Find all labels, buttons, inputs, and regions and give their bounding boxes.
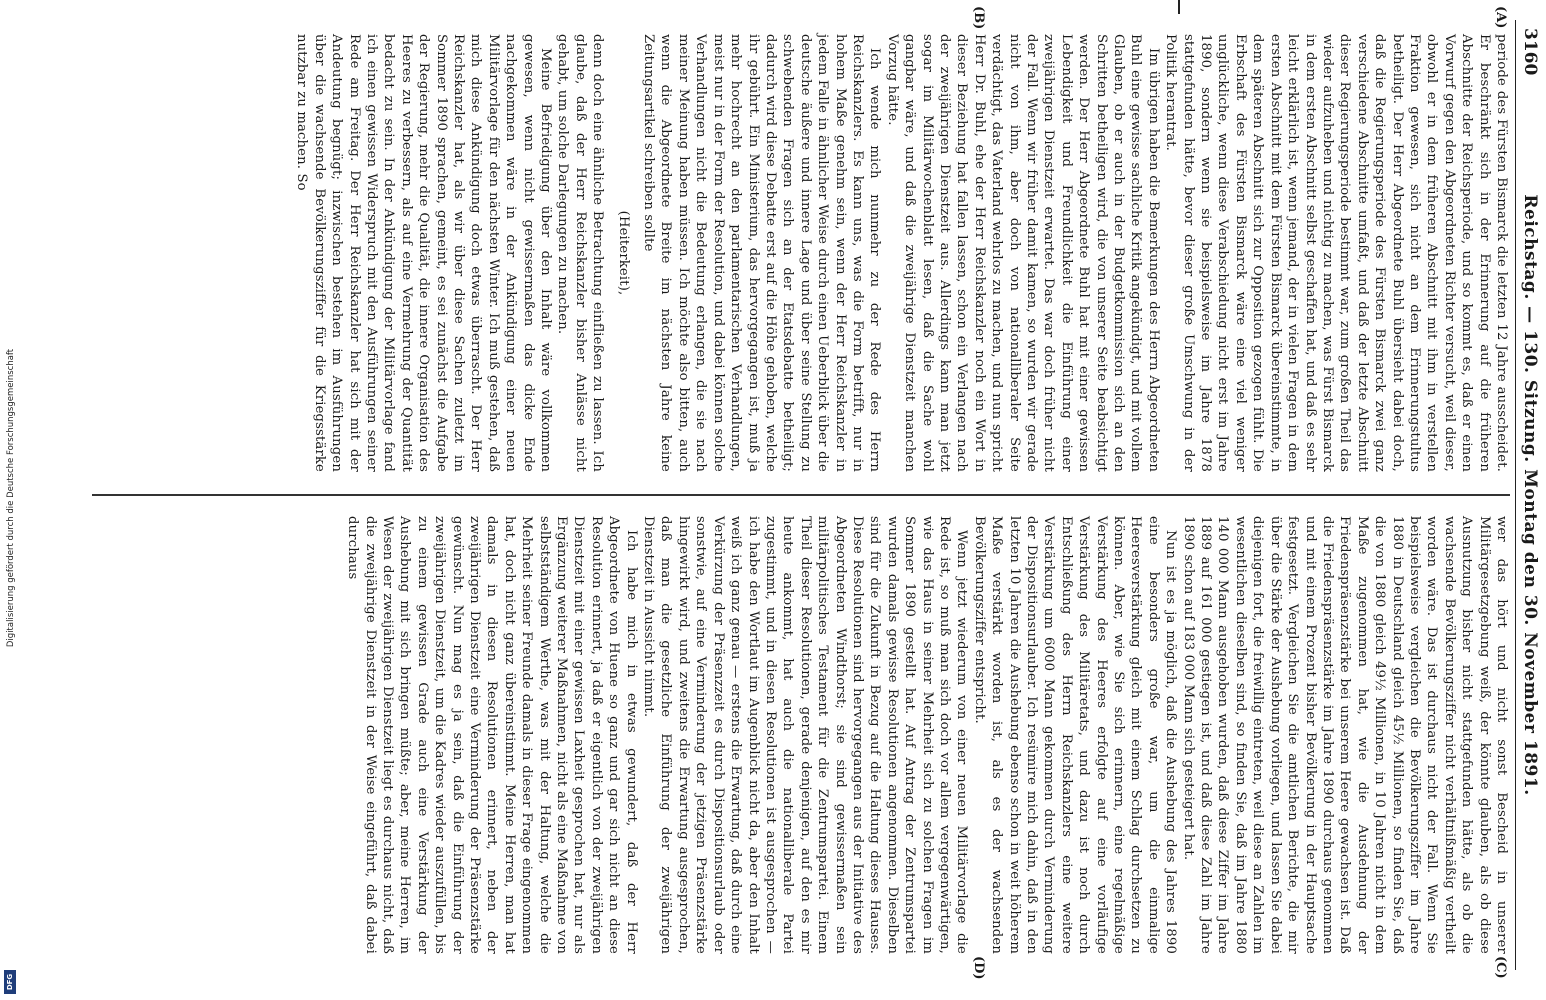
paragraph: Wenn jetzt wiederum von einer neuen Militärvorlage die Rede ist, so muß man sich doch vor allem vergegenwärtigen, wie das Haus in seiner Mehrheit sich zu solchen Fragen im Sommer 1890 gestellt hat. Auf Antrag der Zentrumspartei wurden damals gewisse Resolutionen angenommen. Dieselben sind für die Zukunft in Bezug auf die Haltung dieses Hauses. Diese Resolutionen sind hervorgegangen aus der Initiative des Abgeordneten Windthorst; sie sind gewissermaßen sein militärpolitisches Testament für die Zentrumspartei. Einem Theil dieser Resolutionen, gerade denjenigen, auf den es mir heute ankommt, hat auch die nationalliberale Partei zugestimmt, und in diesen Resolutionen ist ausgesprochen — ich habe den Wortlaut im Augenblick nicht da, aber den Inhalt weiß ich ganz genau — erstens die Erwartung, daß durch eine Verkürzung der Präsenzzeit es durch Dispositionsurlaub oder sonstwie, auf eine Verminderung der jetzigen Präsenzstärke hingewirkt wird, und zweitens die Erwartung ausgesprochen, daß man die gesetzliche Einführung der zweijährigen Dienstzeit in Aussicht nimmt. — [641, 516, 970, 954]
dfg-logo — [4, 970, 16, 994]
paragraph: periode des Fürsten Bismarck die letzten 12 Jahre ausscheidet. Er beschränkt sich in der Erinnerung auf die früheren Abschnitte der Reichsperiode, und so kommt es, daß er einen Vorwurf gegen den Abgeordneten Richter versucht, weil dieser, obwohl er in dem früheren Abschnitt mit ihm in verstellen Fraktion gewesen, sich nicht an dem Erinnerungstultus betheiligt. Der Herr Abgeordnete Buhl übersieht dabei doch, daß die Regierungsperiode des Fürsten Bismarck zwei ganz verschiedene Abschnitte umfaßt, und daß der letzte Abschnitt dieser Regierungsperiode bestimmt war, zum großen Theil das wieder aufzuheben und nichtig zu machen, was Fürst Bismarck in dem ersten Abschnitt selbst geschaffen hat, und daß es sehr leicht erklärlich ist, wenn jemand, der in vielen Fragen in dem ersten Abschnitt mit dem Fürsten Bismarck übereinstimmte, in dem späteren Abschnitt sich zur Opposition gezogen fühlt. Die Erbschaft des Fürsten Bismarck wäre eine viel weniger unglückliche, wenn diese Verabschiedung nicht erst im Jahre 1890, sondern wenn sie beispielsweise im Jahre 1878 stattgefunden hätte, bevor dieser große Umschwung in der Politik herantrat. — [1163, 34, 1509, 472]
scan-edge-mark — [1178, 0, 1180, 14]
digitization-caption — [6, 18, 16, 978]
paragraph: Ich wende mich nunmehr zu der Rede des Herrn Reichskanzlers. Es kann uns, was die Form betrifft, nur in hohem Maße genehm sein, wenn der Herr Reichskanzler in jedem Falle in ähnlicher Weise durch einen Ueberblick über die deutsche äußere und innere Lage und über seine Stellung zu schwebenden Fragen sich an der Etatsdebatte betheiligt; dadurch wird diese Debatte erst auf die Höhe gehoben, welche ihr gebührt. Ein Ministerium, das hervorgegangen ist, muß ja mehr hochrecht an den parlamentarischen Verhandlungen, meist nur in der Form der Resolution, und dabei können solche Verhandlungen nicht die Bedeutung erlangen, die sie nach meiner Meinung haben müssen. Ich möchte also bitten, auch wenn die Abgeordnete Breite im nächsten Jahre keine Zeitungsartikel schreiben sollte — [641, 34, 883, 472]
page-number: 3160 — [1520, 28, 1540, 76]
paragraph: Meine Befriedigung über den Inhalt wäre vollkommen gewesen, wenn nicht gewissermaßen das dicke Ende nachgekommen wäre in der Ankündigung einer neuen Militärvorlage für den nächsten Winter. Ich muß gestehen, daß mich diese Ankündigung doch etwas überrascht. Der Herr Reichskanzler hat, als wir über diese Sachen zuletzt im Sommer 1890 sprachen, gemeint, es sei zunächst die Aufgabe der Regierung, mehr die Qualität, die innere Organisation des Heeres zu verbessern, als auf eine Vermehrung der Quantität bedacht zu sein. In der Ankündigung der Militärvorlage fand ich einen gewissen Widerspruch mit den Ausführungen seiner Rede am Freitag. Der Herr Reichskanzler hat sich mit der Andeutung begnügt; inzwischen bestehen im Ausführungen über die wachsende Bevölkerungsziffer für die Kriegsstärke nutzbar zu machen. So — [294, 34, 554, 472]
left-text-column — [92, 34, 1510, 472]
column-divider — [92, 494, 1510, 496]
right-text-column — [92, 516, 1510, 954]
paragraph: Im übrigen haben die Bemerkungen des Herrn Abgeordneten Buhl eine gewisse sachliche Kritik angekündigt, und mit vollem Glauben, ob er auch in der Budgetkommission sich an den Schritten betheiligen wird, die von unserer Seite beabsichtigt werden. Der Herr Abgeordnete Buhl hat mit einer gewissen Lebendigkeit und Freundlichkeit die Einführung einer zweijährigen Dienstzeit erwartet. Das war doch früher nicht der Fall. Wenn wir früher damit kamen, so wurden wir gerade nicht von ihm, aber doch von nationalliberaler Seite verdächtigt, das Vaterland wehrlos zu machen, und nun spricht Herr Dr. Buhl, ehe der Herr Reichskanzler noch ein Wort in dieser Beziehung hat fallen lassen, schon ein Verlangen nach der zweijährigen Dienstzeit aus. Allerdings kann man jetzt sogar im Militärwochenblatt lesen, daß die Sache wohl gangbar wäre, und daß die zweijährige Dienstzeit manchen Vorzug hätte. — [884, 34, 1161, 472]
paragraph: denn doch eine ähnliche Betrachtung einfließen zu lassen. Ich glaube, daß der Herr Reichskanzler bisher Anlässe nicht gehabt, um solche Darlegungen zu machen. — [555, 34, 606, 472]
interjection: (Heiterkeit), — [615, 210, 631, 296]
margin-marker-d: (D) — [971, 956, 986, 980]
margin-marker-a: (A) — [1493, 6, 1508, 29]
paragraph: Ich habe mich in etwas gewundert, daß der Herr Abgeordnete von Huene so ganz und gar sich nicht an diese Resolution erinnert, ja daß er eigentlich von der zweijährigen Dienstzeit mit einer gewissen Laxheit gesprochen hat, nur als Ergänzung weiterer Maßnahmen, nicht als eine Maßnahme von selbstständigem Werthe, was mit der Haltung, welche die Mehrheit seiner Freunde damals in dieser Frage eingenommen hat, doch nicht ganz übereinstimmt. Meine Herren, man hat damals in diesen Resolutionen erinnert, neben der zweijährigen Dienstzeit eine Verminderung der Präsenzstärke gewünscht. Nun mag es ja sein, daß die Einführung der zweijährigen Dienstzeit, um die Kadres wieder auszufüllen, bis zu einem gewissen Grade auch eine Verstärkung der Aushebung mit sich bringen müßte; aber, meine Herren, im Wesen der zweijährigen Dienstzeit liegt es durchaus nicht, daß die zweijährige Dienstzeit in der Weise eingeführt, daß dabei durchaus — [345, 516, 639, 954]
page-header — [1515, 20, 1546, 970]
margin-marker-b: (B) — [971, 6, 986, 30]
digitization-caption-text: Digitalisierung gefördert durch die Deutsche Forschungsgemeinschaft — [6, 348, 16, 648]
paragraph: Nun ist es ja möglich, daß die Aushebung des Jahres 1890 eine besonders große war, um die einmalige Heeresverstärkung gleich mit einem Schlag durchsetzen zu können. Aber, wie Sie sich erinnern, eine regelmäßige Verstärkung des Heeres erfolgte auf eine vorläufige Verstärkung des Militäretats, und dazu ist noch durch Entschließung des Herrn Reichskanzlers eine weitere Verstärkung um 6000 Mann gekommen durch Verminderung der Dispositionsurlauber. Ich resümire mich dahin, daß in den letzten 10 Jahren die Aushebung ebenso schon in weit höherem Maße verstärkt worden ist, als es der wachsenden Bevölkerungsziffer entspricht. — [971, 516, 1179, 954]
dfg-logo-text: DFG — [6, 973, 14, 991]
margin-marker-c: (C) — [1493, 956, 1508, 979]
paragraph: wer das hört und nicht sonst Bescheid in unserer Militärgesetzgebung weiß, der könnte glauben, als ob diese Ausnutzung bisher nicht stattgefunden hätte, als ob die wachsende Bevölkerungsziffer nicht verhältnißmäßig vertheilt worden wäre. Das ist durchaus nicht der Fall. Wenn Sie beispielsweise vergleichen die Bevölkerungsziffer im Jahre 1880 in Deutschland gleich 45½ Millionen, so finden Sie, daß die von 1880 gleich 49½ Millionen, in 10 Jahren nicht in dem Maße zugenommen hat, wie die Ausdehnung der Friedenspräsenzstärke bei unserem Heere gewachsen ist. Daß die Friedenspräsenzstärke im Jahre 1890 durchaus genommen und mit einem Prozent bisher Bevölkerung in der Hauptsache festgesetzt. Vergleichen Sie die amtlichen Berichte, die mir über die Stärke der Aushebung vorliegen, und lassen Sie dabei diejenigen fort, die freiwillig eintreten, weil diese an Zahlen im wesentlichen dieselben sind, so finden Sie, daß im Jahre 1880 140 000 Mann ausgehoben wurden, daß diese Ziffer im Jahre 1889 auf 161 000 gestiegen ist, und daß diese Zahl im Jahre 1890 schon auf 183 000 Mann sich gesteigert hat. — [1180, 516, 1509, 954]
newspaper-sheet — [86, 6, 1546, 980]
page-title: Reichstag. — 130. Sitzung. Montag den 30. November 1891. — [1520, 194, 1540, 796]
